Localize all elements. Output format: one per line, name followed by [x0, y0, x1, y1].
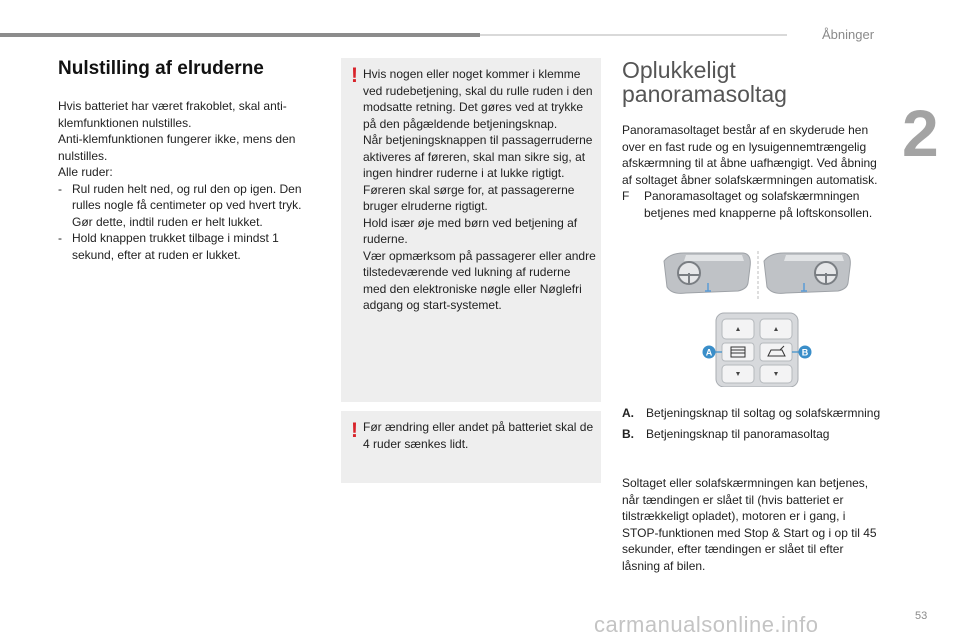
chapter-number: 2 [902, 96, 939, 170]
operating-conditions: Soltaget eller solafskærmningen kan betjenes, når tændingen er slået til (hvis batteriet er tilstrækkeligt opladet), motoren er i gang, i STOP-funktionen med Stop & Start og i op til 45 sekunder, efter tændingen er slået til efter låsning af bilen. [622, 476, 877, 573]
sunblind-car-view [664, 253, 750, 293]
paragraph: Panoramasoltaget består af en skyderude hen over en fast rude og en lysuigennemtrængelig afskærmning til at åbne uafhængigt. Ved åbning af soltaget åbner solafskærmningen automatisk. [622, 123, 878, 187]
callout-label: B [801, 347, 809, 358]
illustration-legend [622, 405, 884, 446]
sunroof-intro [622, 122, 884, 221]
control-note [622, 188, 884, 221]
warning-paragraph: Hvis nogen eller noget kommer i klemme ved rudebetjening, skal du rulle ruden i den modsatte retning. Det gøres ved at trykke på den pågældende betjeningsknap. [363, 67, 593, 131]
paragraph: Alle ruder: [58, 165, 113, 179]
list-item-text: Rul ruden helt ned, og rul den op igen. Den rulles nogle få centimeter op ved hvert tryk. Gør dette, indtil ruden er helt lukket. [72, 181, 302, 229]
header-bar-light [480, 34, 787, 36]
control-note-text: Panoramasoltaget og solafskærmningen betjenes med knapperne på loftskonsollen. [644, 189, 873, 220]
warning-paragraph: Vær opmærksom på passagerer eller andre tilstedeværende ved lukning af ruderne med den elektroniske nøgle eller Nøglefri adgang og start-systemet. [363, 248, 596, 312]
warning-icon: ! [351, 64, 358, 87]
list-item-text: Hold knappen trukket tilbage i mindst 1 sekund, efter at ruden er lukket. [72, 231, 279, 262]
reset-windows-section [58, 58, 320, 263]
dash-bullet: - [58, 181, 62, 196]
roof-console-illustration [658, 247, 858, 387]
warning-paragraph: Hold især øje med børn ved betjening af ruderne. [363, 215, 578, 246]
callout-label: A [705, 347, 713, 358]
warning-text: Før ændring eller andet på batteriet skal de 4 ruder sænkes lidt. [363, 420, 594, 451]
chapter-label: Åbninger [822, 27, 875, 42]
legend-text: Betjeningsknap til soltag og solafskærmning [646, 406, 881, 420]
legend-item [622, 426, 884, 443]
section-title: Oplukkeligt panoramasoltag [622, 57, 787, 107]
header-bar-dark [0, 33, 480, 37]
watermark: carmanualsonline.info [594, 612, 819, 637]
list-item [58, 181, 320, 231]
sunroof-section [622, 58, 884, 221]
paragraph: Hvis batteriet har været frakoblet, skal anti-klemfunktionen nulstilles. [58, 99, 287, 130]
legend-key: B. [622, 426, 634, 441]
legend-item [622, 405, 884, 422]
reset-instructions [58, 98, 320, 263]
arrow-bullet: F [622, 189, 630, 203]
roof-control-panel [716, 313, 798, 387]
section-title: Nulstilling af elruderne [58, 58, 264, 79]
warning-box [341, 58, 601, 402]
legend-text: Betjeningsknap til panoramasoltag [646, 426, 830, 441]
warning-paragraph: Føreren skal sørge for, at passagererne bruger elruderne rigtigt. [363, 182, 575, 213]
dash-bullet: - [58, 231, 62, 245]
warning-icon: ! [351, 419, 358, 442]
sunroof-car-view [764, 253, 850, 293]
paragraph: Anti-klemfunktionen fungerer ikke, mens den nulstilles. [58, 132, 296, 163]
warning-paragraph: Når betjeningsknappen til passagerruderne aktiveres af føreren, skal man sikre sig, at ingen hindrer ruderne i at lukke rigtigt. [363, 133, 593, 180]
page-number: 53 [915, 610, 928, 622]
warning-box [341, 411, 601, 483]
list-item [58, 230, 320, 263]
legend-key: A. [622, 406, 634, 420]
warning-text [363, 66, 597, 314]
